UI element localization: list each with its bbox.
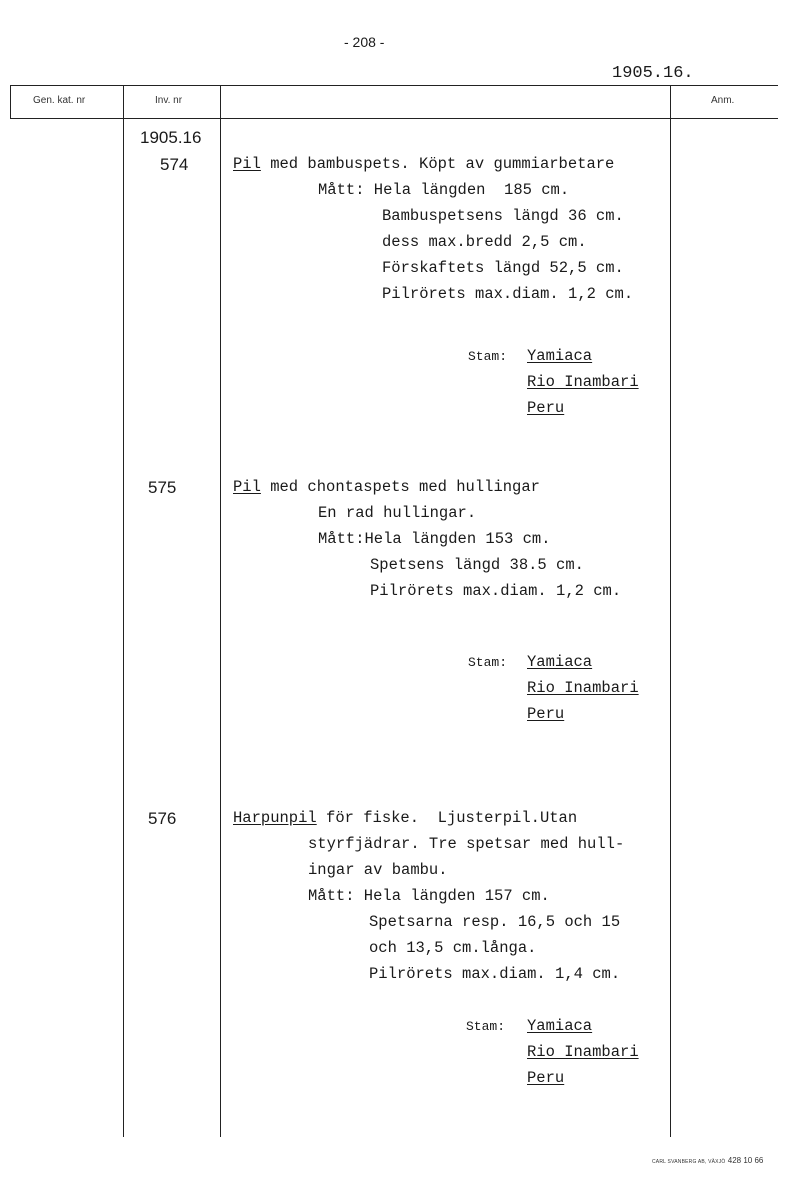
entry-title: Pil [233,155,261,173]
entry-line: med chontaspets med hullingar [260,478,540,496]
entry-title: Pil [233,478,261,496]
page-number: - 208 - [344,34,385,50]
entry-title-line [233,478,540,496]
country-name: Peru [527,705,565,723]
top-rule [10,85,778,86]
entry-line: Pilrörets max.diam. 1,2 cm. [382,285,634,303]
entry-line: dess max.bredd 2,5 cm. [382,233,587,251]
entry-line: Spetsens längd 38.5 cm. [370,556,584,574]
entry-line: Spetsarna resp. 16,5 och 15 [369,913,621,931]
stam-label: Stam: [466,1019,506,1034]
river-name: Rio Inambari [527,679,639,697]
entry-title-line [233,155,614,173]
country-name: Peru [527,1069,565,1087]
country-name: Peru [527,399,565,417]
entry-line: Pilrörets max.diam. 1,4 cm. [369,965,621,983]
entry-line: Pilrörets max.diam. 1,2 cm. [370,582,622,600]
year-header: 1905.16. [612,64,694,83]
entry-line: med bambuspets. Köpt av gummiarbetare [260,155,615,173]
entry-line: och 13,5 cm.långa. [369,939,537,957]
divider-inv-desc [220,85,221,1137]
inventory-year: 1905.16 [140,128,202,147]
entry-title-line [233,809,577,827]
river-name: Rio Inambari [527,373,639,391]
form-number: 428 10 66 [727,1156,764,1165]
printer-name: CARL SVANBERG AB, VÄXJÖ [652,1159,726,1165]
column-header-inv-nr: Inv. nr [155,95,183,106]
divider-gen-inv [123,85,124,1137]
entry-line: Förskaftets längd 52,5 cm. [382,259,624,277]
entry-line: En rad hullingar. [318,504,477,522]
inventory-number: 575 [148,478,177,497]
column-header-anm: Anm. [711,95,735,106]
inventory-number: 574 [160,155,189,174]
entry-line: Mått: Hela längden 185 cm. [318,181,570,199]
left-border [10,85,11,119]
stam-label: Stam: [468,349,508,364]
entry-line: för fiske. Ljusterpil.Utan [316,809,578,827]
entry-title: Harpunpil [233,809,317,827]
column-header-gen-kat-nr: Gen. kat. nr [33,95,86,106]
entry-line: Mått:Hela längden 153 cm. [318,530,551,548]
tribe-name: Yamiaca [527,1017,593,1035]
divider-desc-anm [670,85,671,1137]
tribe-name: Yamiaca [527,347,593,365]
river-name: Rio Inambari [527,1043,639,1061]
tribe-name: Yamiaca [527,653,593,671]
entry-line: ingar av bambu. [308,861,448,879]
printer-footer [652,1156,763,1165]
entry-line: styrfjädrar. Tre spetsar med hull- [308,835,625,853]
entry-line: Bambuspetsens längd 36 cm. [382,207,624,225]
entry-line: Mått: Hela längden 157 cm. [308,887,550,905]
header-rule [10,118,778,119]
stam-label: Stam: [468,655,508,670]
inventory-number: 576 [148,809,177,828]
